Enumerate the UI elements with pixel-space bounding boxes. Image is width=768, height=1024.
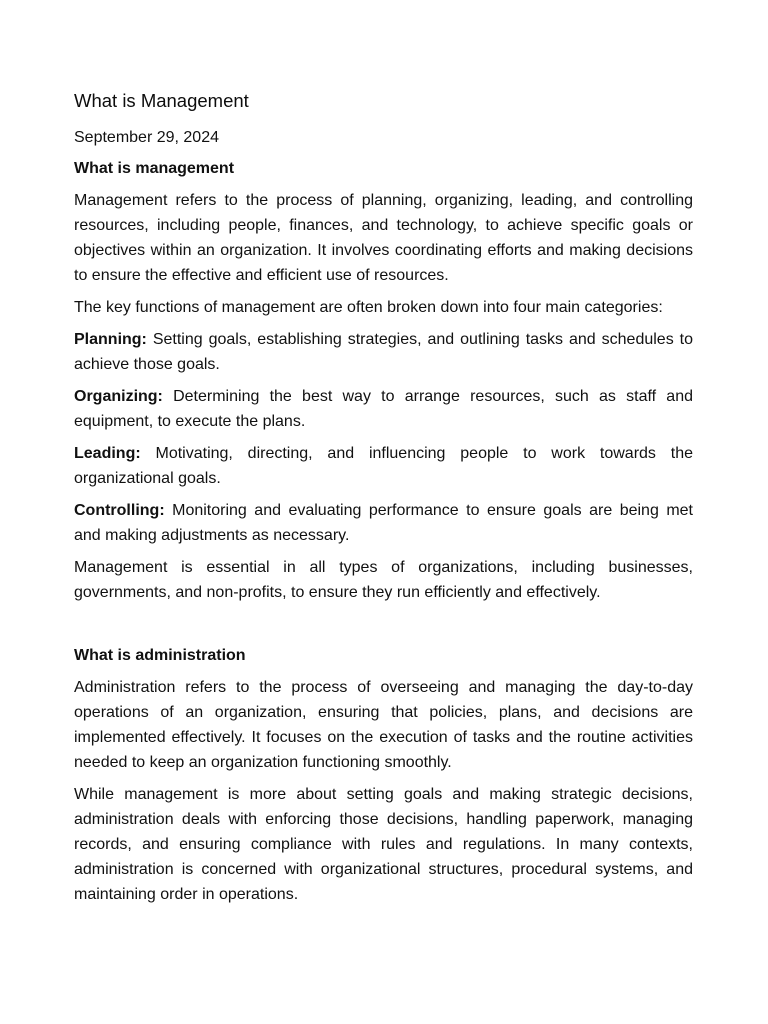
function-term: Planning: (74, 331, 147, 348)
function-description: Determining the best way to arrange resources, such as staff and equipment, to execute the plans. (74, 388, 693, 430)
function-term: Controlling: (74, 502, 165, 519)
function-term: Leading: (74, 445, 141, 462)
function-organizing (74, 384, 693, 434)
publish-date: September 29, 2024 (74, 129, 219, 146)
administration-paragraph: Administration refers to the process of overseeing and managing the day-to-day operations of an organization, ensuring that policies, plans, and decisions are implemented effectively. It focuses on the execution of tasks and the routine activities needed to keep an organization functioning smoothly. (74, 679, 693, 771)
function-leading (74, 441, 693, 491)
management-intro: Management refers to the process of planning, organizing, leading, and controlling resources, including people, finances, and technology, to achieve specific goals or objectives within an organization. It involves coordinating efforts and making decisions to ensure the effective and efficient use of resources. (74, 192, 693, 284)
function-description: Monitoring and evaluating performance to ensure goals are being met and making adjustments as necessary. (74, 502, 693, 544)
administration-section (74, 644, 693, 907)
section-spacer (74, 612, 693, 644)
function-term: Organizing: (74, 388, 163, 405)
administration-heading: What is administration (74, 647, 246, 664)
administration-paragraph: While management is more about setting goals and making strategic decisions, administration deals with enforcing those decisions, handling paperwork, managing records, and ensuring compliance with rules and regulations. In many contexts, administration is concerned with organizational structures, procedural systems, and maintaining order in operations. (74, 786, 693, 903)
function-description: Setting goals, establishing strategies, and outlining tasks and schedules to achieve those goals. (74, 331, 693, 373)
function-planning (74, 327, 693, 377)
function-controlling (74, 498, 693, 548)
function-description: Motivating, directing, and influencing people to work towards the organizational goals. (74, 445, 693, 487)
management-closing: Management is essential in all types of organizations, including businesses, governments, and non-profits, to ensure they run efficiently and effectively. (74, 559, 693, 601)
management-heading: What is management (74, 160, 235, 177)
page-title: What is Management (74, 90, 249, 111)
management-section (74, 157, 693, 605)
functions-lead: The key functions of management are often broken down into four main categories: (74, 299, 663, 316)
